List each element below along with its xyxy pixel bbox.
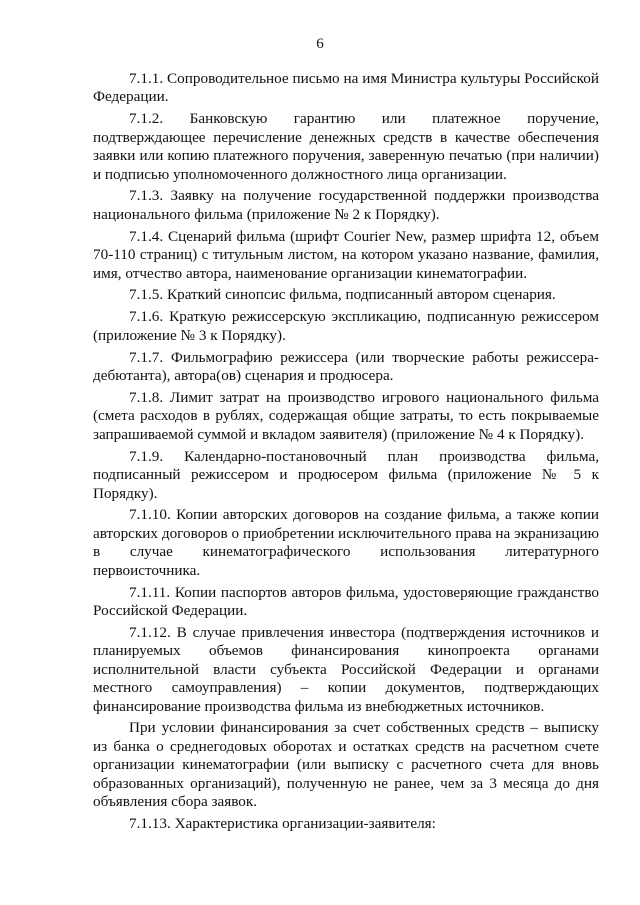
page-number: 6 (316, 36, 324, 52)
document-body (93, 70, 599, 837)
paragraph-7-1-1: 7.1.1. Сопроводительное письмо на имя Министра культуры Российской Федерации. (93, 70, 599, 106)
paragraph-7-1-6: 7.1.6. Краткую режиссерскую экспликацию, подписанную режиссером (приложение № 3 к Порядку). (93, 308, 599, 344)
paragraph-7-1-9: 7.1.9. Календарно-постановочный план производства фильма, подписанный режиссером и продюсером фильма (приложение № 5 к Порядку). (93, 447, 599, 502)
paragraph-7-1-7: 7.1.7. Фильмографию режиссера (или творческие работы режиссера-дебютанта), автора(ов) сценария и продюсера. (93, 348, 599, 385)
paragraph-7-1-13: 7.1.13. Характеристика организации-заявителя: (129, 814, 436, 832)
paragraph-7-1-5: 7.1.5. Краткий синопсис фильма, подписанный автором сценария. (129, 286, 556, 304)
paragraph-7-1-11: 7.1.11. Копии паспортов авторов фильма, удостоверяющие гражданство Российской Федерации. (93, 583, 599, 619)
paragraph-7-1-10: 7.1.10. Копии авторских договоров на создание фильма, а также копии авторских договоров о приобретении исключительного права на экранизацию в случае кинематографического использования литературного первоисточника. (93, 506, 599, 579)
paragraph-7-1-2: 7.1.2. Банковскую гарантию или платежное поручение, подтверждающее перечисление денежных средств в качестве обеспечения заявки или копию платежного поручения, заверенную печатью (при наличии) и подписью уполномоченного должностного лица организации. (93, 110, 599, 183)
paragraph-own-funds: При условии финансирования за счет собственных средств – выписку из банка о среднегодовых оборотах и остатках средств на расчетном счете организации кинематографии (или выписку с расчетного счета для вновь образованных организаций), полученную не ранее, чем за 3 месяца до дня объявления сбора заявок. (93, 719, 599, 811)
paragraph-7-1-4: 7.1.4. Сценарий фильма (шрифт Courier New, размер шрифта 12, объем 70-110 страниц) с титульным листом, на котором указано название, фамилия, имя, отчество автора, наименование организации кинематографии. (93, 227, 599, 282)
paragraph-7-1-12: 7.1.12. В случае привлечения инвестора (подтверждения источников и планируемых объемов финансирования кинопроекта органами исполнительной власти субъекта Российской Федерации и органами местного самоуправления) – копии документов, подтверждающих финансирование производства фильма из внебюджетных источников. (93, 623, 599, 715)
paragraph-7-1-3: 7.1.3. Заявку на получение государственной поддержки производства национального фильма (приложение № 2 к Порядку). (93, 187, 599, 223)
paragraph-7-1-8: 7.1.8. Лимит затрат на производство игрового национального фильма (смета расходов в рублях, содержащая общие затраты, то есть покрываемые запрашиваемой суммой и вкладом заявителя) (приложение № 4 к Порядку). (93, 389, 599, 443)
